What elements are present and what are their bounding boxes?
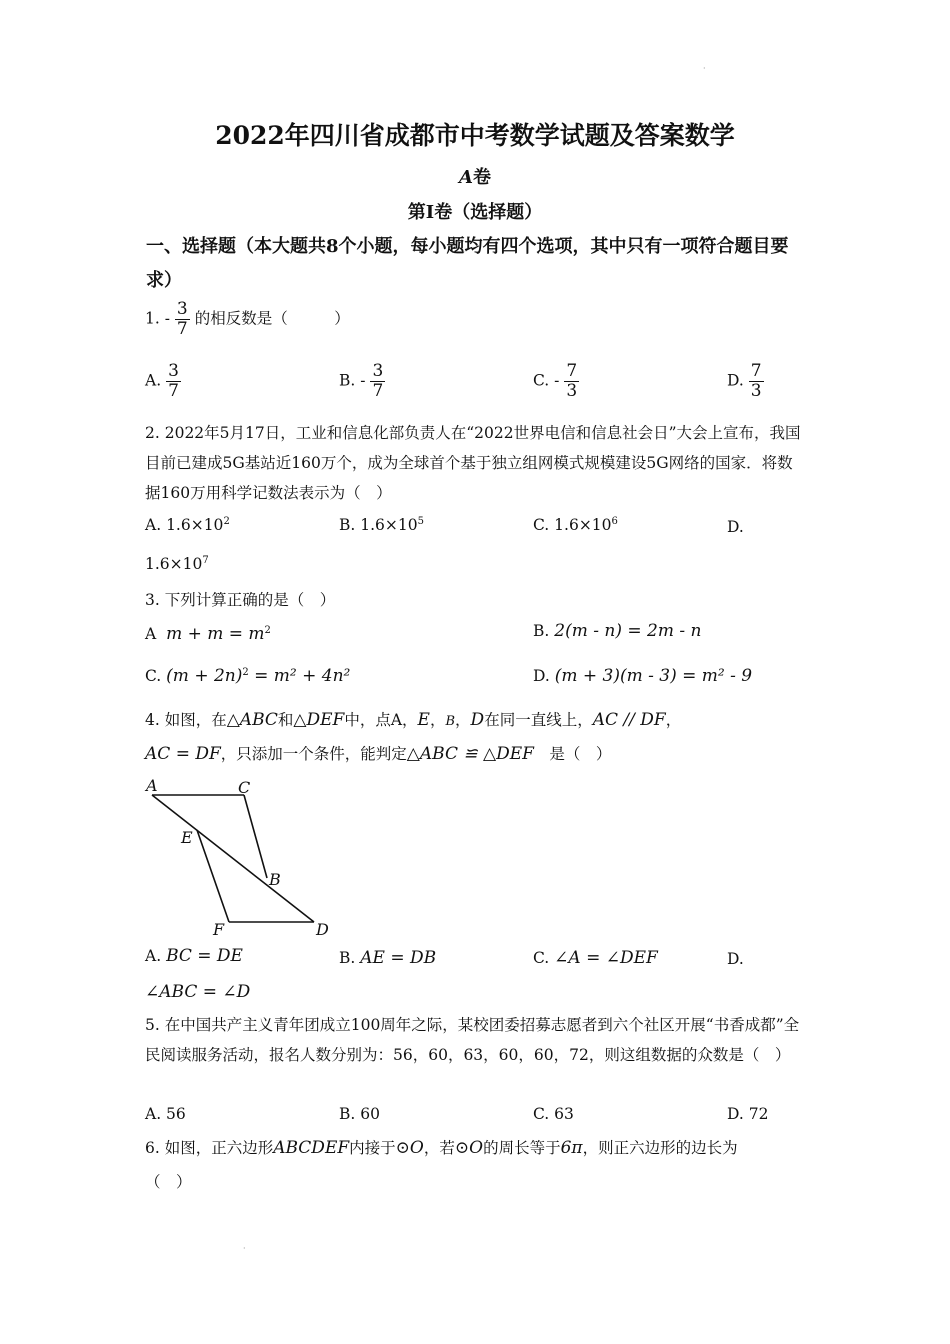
header-dot: · bbox=[703, 64, 706, 73]
q1-option-c: C. - $\frac{7}{3}$ bbox=[533, 361, 578, 401]
q1-option-d: D. $\frac{7}{3}$ bbox=[727, 361, 762, 401]
label-a: A bbox=[146, 776, 158, 795]
q2-option-b: B. $1.6\times 10^5$ bbox=[339, 516, 425, 535]
q4-option-c: C. ∠A = ∠DEF bbox=[533, 948, 658, 968]
page-title: 2022年四川省成都市中考数学试题及答案数学 bbox=[215, 121, 735, 150]
q2-option-c: C. $1.6\times 10^6$ bbox=[533, 516, 618, 535]
q4-option-a: A. BC = DE bbox=[145, 946, 243, 966]
question-5: 5. 在中国共产主义青年团成立100周年之际，某校团委招募志愿者到六个社区开展“书香成都”全民阅读服务活动，报名人数分别为：56，60，63，60，60，72，则这组数据的众数是（ ） bbox=[145, 1016, 800, 1064]
q2-option-d-value: $1.6\times 10^7$ bbox=[145, 555, 209, 574]
q4-option-b: B. AE = DB bbox=[339, 948, 437, 968]
label-d: D bbox=[316, 920, 329, 939]
q1-option-a: A. $\frac{3}{7}$ bbox=[145, 361, 179, 401]
q3-option-c: C. $(m + 2n)^2 = m^2 + 4n^2$ bbox=[145, 666, 351, 686]
q4-option-d-value: ∠ABC = ∠D bbox=[145, 982, 251, 1002]
q5-option-b: B. 60 bbox=[339, 1105, 380, 1123]
footer-dot: · bbox=[243, 1244, 246, 1253]
label-e: E bbox=[181, 828, 193, 847]
q4-option-d-label: D. bbox=[727, 950, 744, 968]
q2-option-a: A. $1.6\times 10^2$ bbox=[145, 516, 230, 535]
question-2: 2. 2022年5月17日，工业和信息化部负责人在“2022世界电信和信息社会日”大会上宣布，我国目前已建成5G基站近160万个，成为全球首个基于独立组网模式规模建设5G网络的国家．将数据160万用科学记数法表示为（ ） bbox=[145, 424, 801, 502]
q5-option-c: C. 63 bbox=[533, 1105, 574, 1123]
question-1: 1. - $\frac{3}{7}$ 的相反数是（ ） bbox=[145, 299, 350, 339]
label-f: F bbox=[213, 920, 225, 939]
section-heading: 一、选择题（本大题共8个小题，每小题均有四个选项，其中只有一项符合题目要求） bbox=[146, 236, 789, 291]
q3-option-b: B. 2(m - n) = 2m - n bbox=[533, 621, 702, 641]
label-b: B bbox=[269, 870, 281, 889]
fraction: $\frac{3}{7}$ bbox=[176, 299, 188, 339]
part-one-heading: 第Ⅰ卷（选择题） bbox=[407, 202, 543, 223]
segment-ad bbox=[152, 795, 314, 922]
question-4-line2: AC = DF，只添加一个条件，能判定△ABC ≌ △DEF 是（ ） bbox=[145, 744, 612, 764]
question-3: 3. 下列计算正确的是（ ） bbox=[145, 591, 336, 609]
segment-cb bbox=[244, 795, 267, 878]
q4-figure bbox=[140, 775, 340, 940]
q3-option-d: D. (m + 3)(m - 3) = m² - 9 bbox=[533, 666, 753, 686]
q3-option-a: A $m + m = m^2$ bbox=[145, 624, 271, 644]
question-6-line2: （ ） bbox=[145, 1173, 192, 1191]
q5-option-a: A. 56 bbox=[145, 1105, 186, 1123]
label-c: C bbox=[238, 778, 251, 797]
question-4-line1: 4. 如图，在△ABC和△DEF中，点A，E，B，D在同一直线上，AC // DF， bbox=[145, 710, 682, 730]
q1-option-b: B. - $\frac{3}{7}$ bbox=[339, 361, 384, 401]
question-6-line1: 6. 如图，正六边形ABCDEF内接于⊙O，若⊙O的周长等于6π，则正六边形的边长为 bbox=[145, 1138, 738, 1158]
volume-a-heading: A卷 bbox=[459, 167, 491, 188]
q5-option-d: D. 72 bbox=[727, 1105, 769, 1123]
q2-option-d-label: D. bbox=[727, 518, 744, 536]
